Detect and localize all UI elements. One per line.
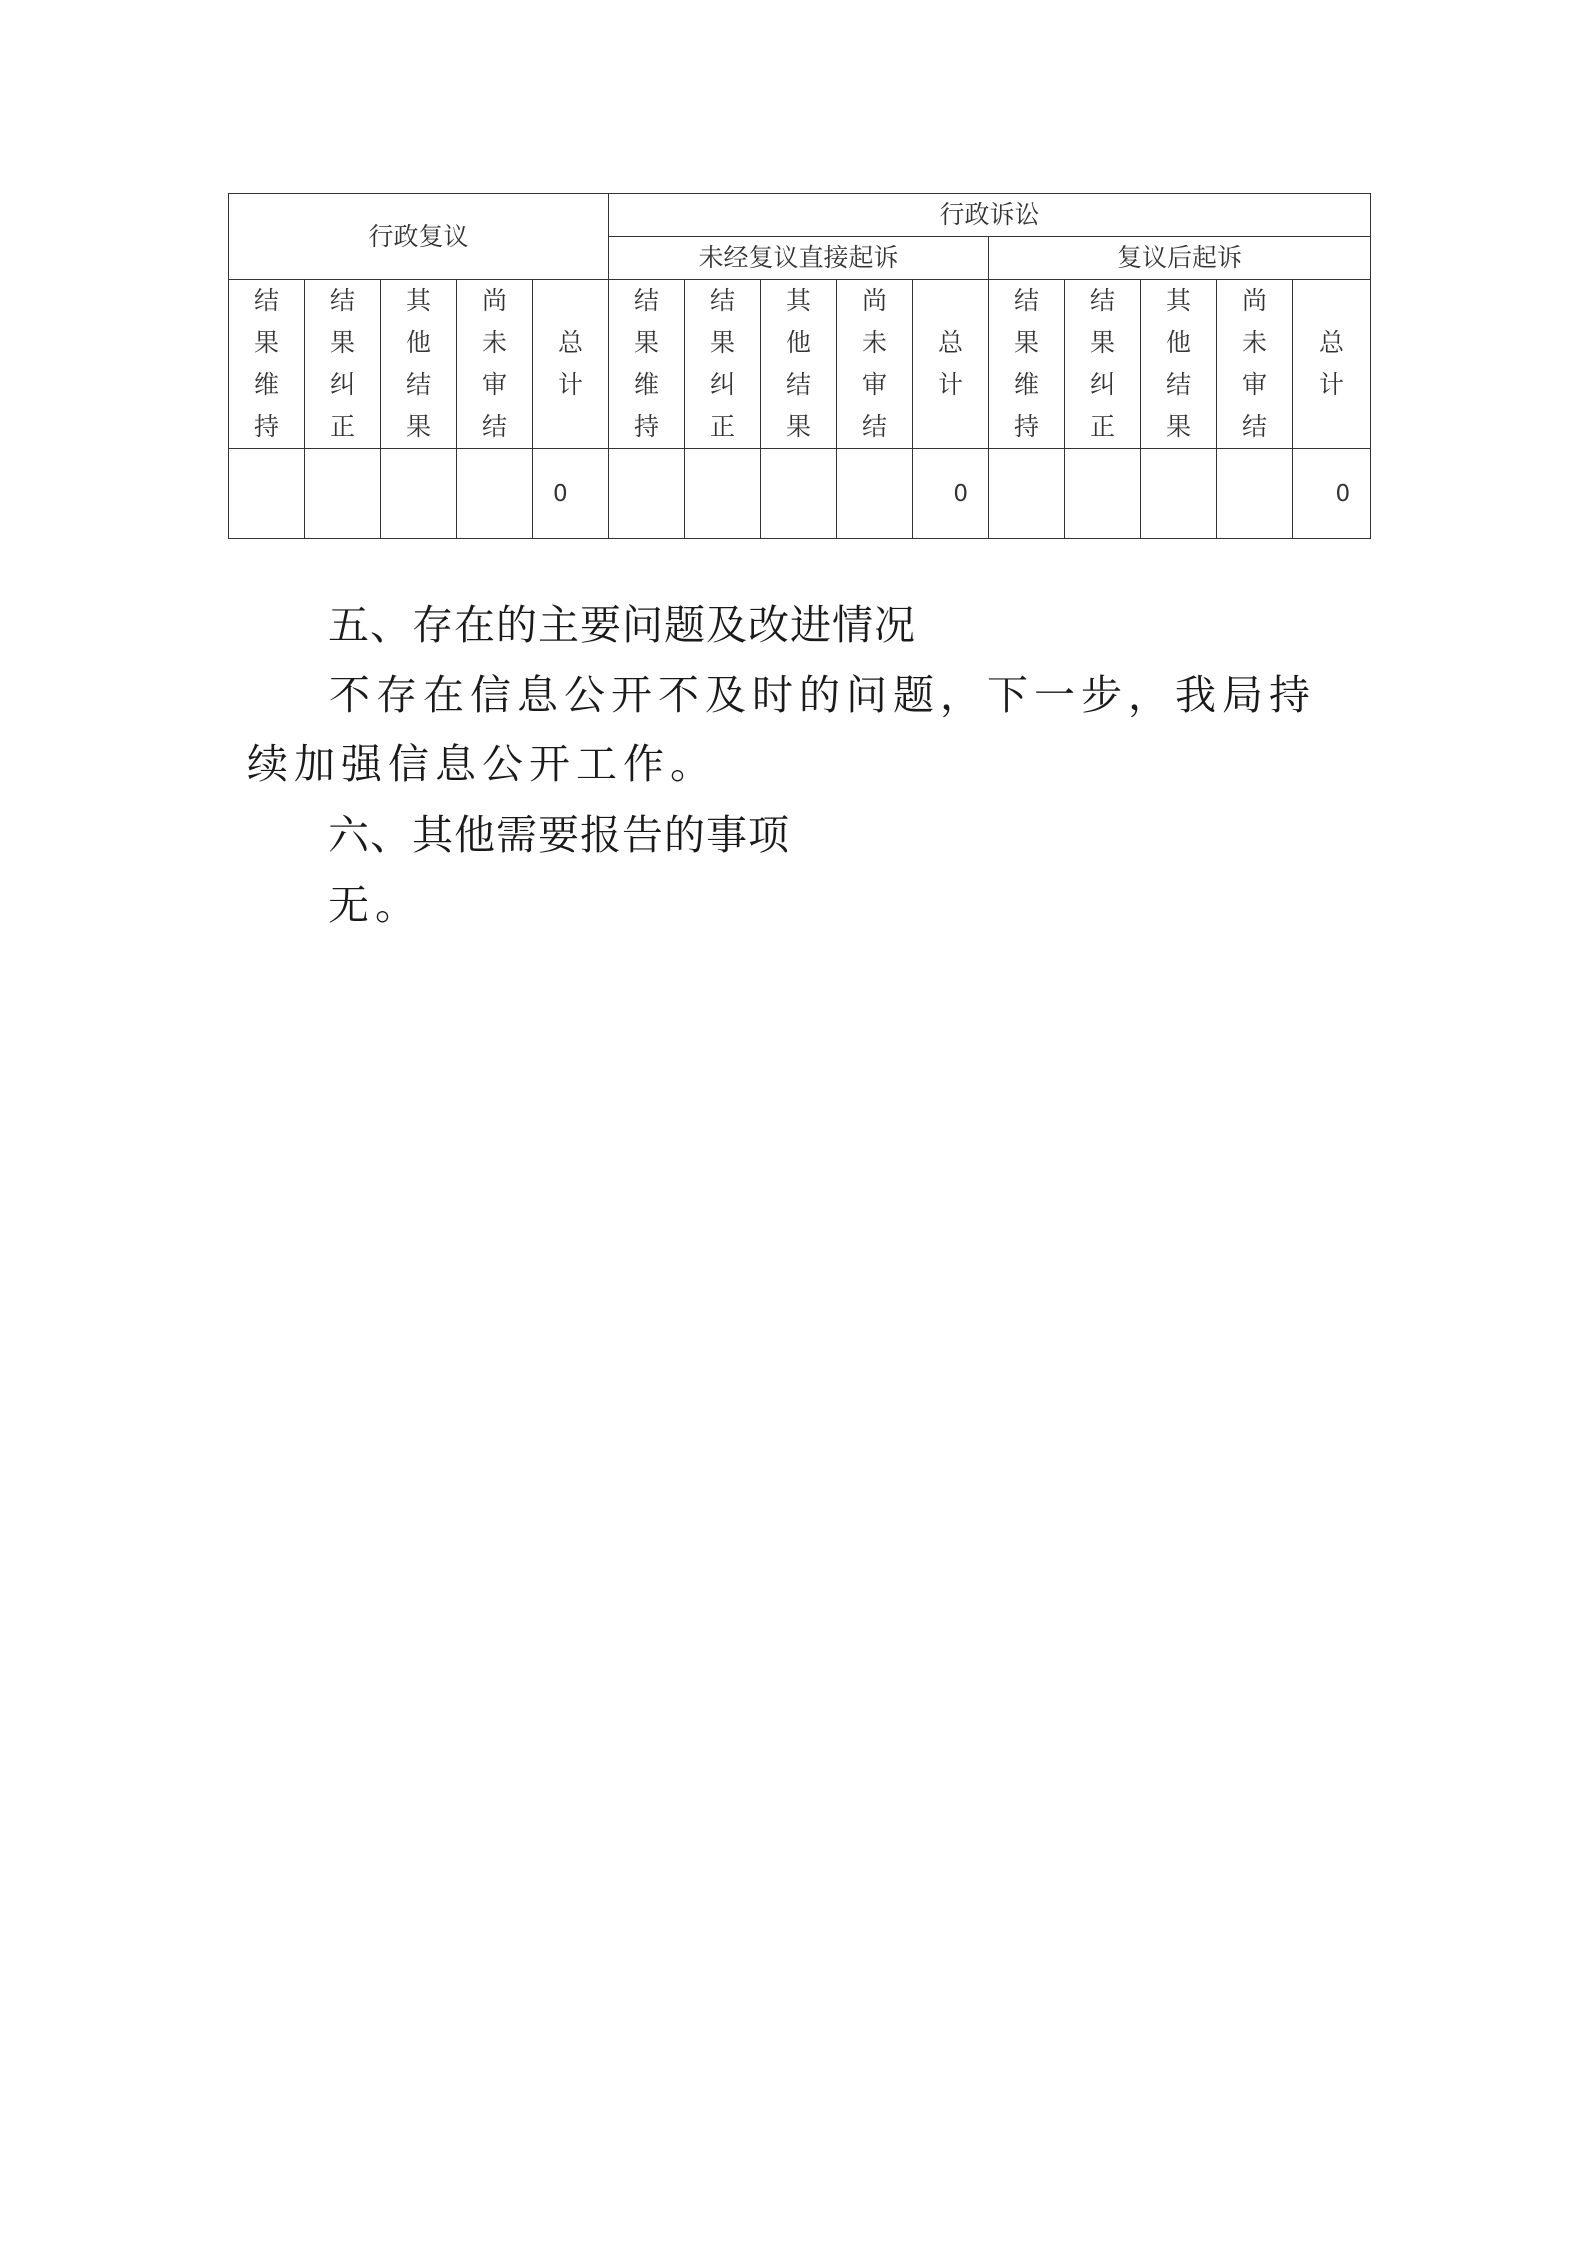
header-after-review: 复议后起诉 [989,237,1371,280]
table-cell [989,449,1065,539]
col-review-other: 其他结果 [381,280,457,449]
col-direct-total: 总计 [913,280,989,449]
table-cell-after-total: 0 [1293,449,1371,539]
header-direct-suit: 未经复议直接起诉 [609,237,989,280]
col-direct-maintained: 结果维持 [609,280,685,449]
table-cell [457,449,533,539]
col-review-corrected: 结果纠正 [305,280,381,449]
table-row [229,449,1371,539]
col-after-total: 总计 [1293,280,1371,449]
col-after-pending: 尚未审结 [1217,280,1293,449]
table-cell [381,449,457,539]
col-direct-other: 其他结果 [761,280,837,449]
table-cell [685,449,761,539]
table-cell [609,449,685,539]
col-review-maintained: 结果维持 [229,280,305,449]
table-cell-review-total: 0 [533,449,609,539]
table-cell [761,449,837,539]
header-admin-litigation: 行政诉讼 [609,194,1371,237]
table-cell [1141,449,1217,539]
col-after-maintained: 结果维持 [989,280,1065,449]
table-cell [305,449,381,539]
admin-review-litigation-table [228,193,1371,539]
section-heading-5: 五、存在的主要问题及改进情况 [328,601,916,649]
col-after-other: 其他结果 [1141,280,1217,449]
table-cell [229,449,305,539]
table-cell [837,449,913,539]
paragraph-6: 无。 [328,881,422,929]
table-cell-direct-total: 0 [913,449,989,539]
table-cell [1065,449,1141,539]
col-direct-corrected: 结果纠正 [685,280,761,449]
paragraph-5: 不存在信息公开不及时的问题，下一步，我局持续加强信息公开工作。 [247,671,1316,788]
header-admin-review: 行政复议 [229,194,609,280]
col-after-corrected: 结果纠正 [1065,280,1141,449]
col-review-pending: 尚未审结 [457,280,533,449]
table-cell [1217,449,1293,539]
section-heading-6: 六、其他需要报告的事项 [328,811,790,859]
col-direct-pending: 尚未审结 [837,280,913,449]
col-review-total: 总计 [533,280,609,449]
